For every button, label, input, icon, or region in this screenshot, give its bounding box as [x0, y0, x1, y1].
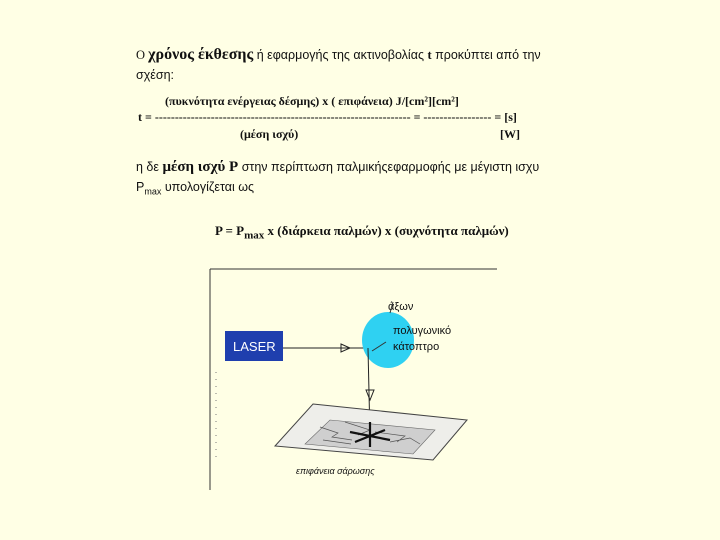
mean-power-formula: $P = P_{max}$ x (διάρκεια παλμών) x (συχνότητα παλμών): [215, 223, 509, 242]
equation-denominator-units: [W]: [500, 127, 520, 141]
equation-numerator: (πυκνότητα ενέργειας δέσμης) x ( επιφάνεια) J/[cm²][cm²]: [165, 94, 459, 108]
term-mean-power: μέση ισχύ P: [162, 159, 239, 175]
term-exposure-time: χρόνος έκθεσης: [148, 46, 254, 63]
paragraph-mean-power-line-2: $P_{max}$ υπολογίζεται ως: [136, 180, 254, 197]
equation-fraction-line: t = ---------------------------------------------------------------- = ----------------- = [s]: [138, 110, 517, 124]
scan-surface-label: επιφάνεια σάρωσης: [296, 466, 375, 476]
laser-scanning-diagram: [205, 262, 505, 494]
mirror-label-line-1: πολυγωνικό: [393, 325, 452, 337]
paragraph-line-2: σχέση:: [136, 68, 174, 82]
mirror-label-line-2: κάτοπτρο: [393, 341, 440, 353]
polygonal-mirror: [362, 312, 414, 368]
symbol-t: t: [427, 48, 432, 62]
laser-label: LASER: [233, 339, 276, 354]
paragraph-exposure-time: Ο χρόνος έκθεσης ή εφαρμογής της ακτινοβολίας t προκύπτει από την: [136, 46, 541, 63]
equation-denominator: (μέση ισχύ): [240, 127, 299, 141]
reflected-beam-arrow-icon: [366, 390, 374, 400]
axis-label: άξων: [388, 301, 414, 313]
paragraph-mean-power: η δε μέση ισχύ P στην περίπτωση παλμικήςεφαρμοφής με μέγιστη ισχυ: [136, 159, 540, 175]
